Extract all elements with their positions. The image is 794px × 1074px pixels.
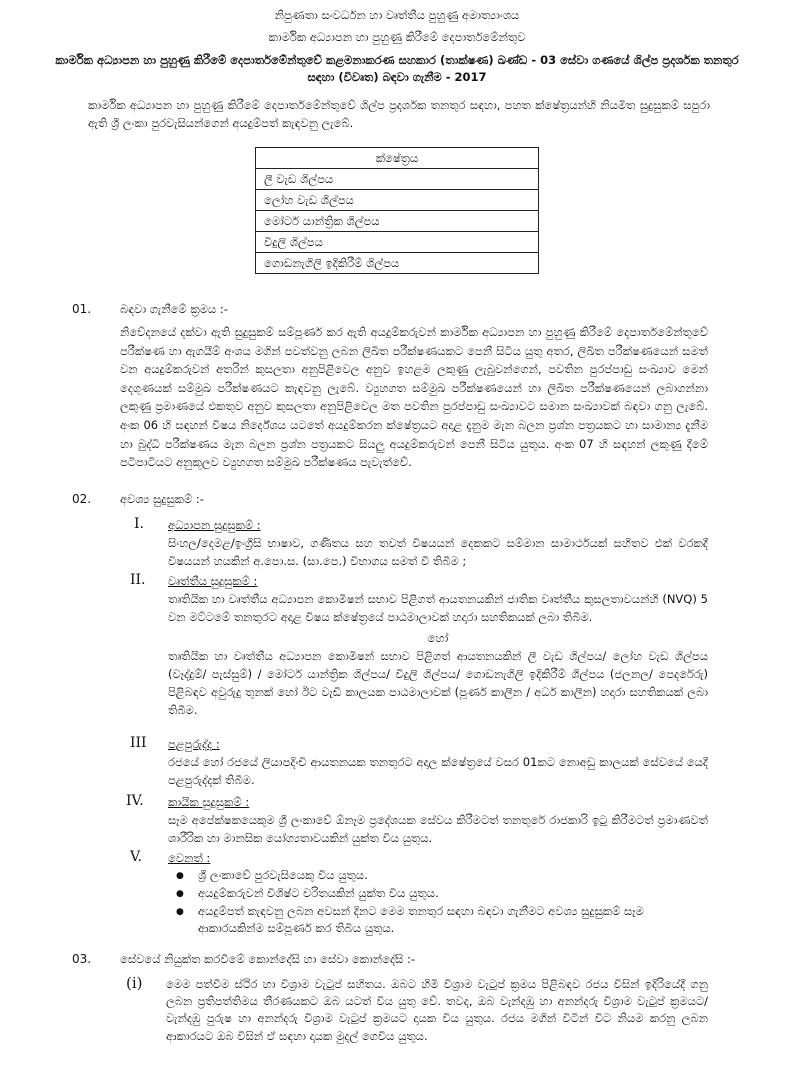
fields-table-row: ලෝහ වැඩ ශිල්පය [256,190,539,211]
subsection-title: වෙනත් : [168,851,211,865]
section-heading: අවශ්‍ය සුදුසුකම් :- [120,492,204,506]
department-heading: කාර්මික අධ්‍යාපන හා පුහුණු කිරීමේ දෙපාර්තමේන්තුව [268,30,526,44]
subsection-text: රජයේ හෝ රජයේ ලියාපදිංචි ආයතනයක තනතුරට අදාල ක්ෂේත්‍රයේ වසර 01කට නොඅඩු කාලයක් සේවයේ යෙදී පළපුරුද්දක් තිබීම. [168,755,708,787]
intro-paragraph: කාර්මික අධ්‍යාපන හා පුහුණු කිරීමේ දෙපාර්තමේන්තුවේ ශිල්ප ප්‍රදර්ශක තනතුර සඳහා, පහත ක්ෂේත්‍රයන්හි නියමිත සුදුසුකම් සපුරා ඇති ශ්‍රී ලංකා පුරවැසියන්ගෙන් අයදුම්පත් කැඳවනු ලැබේ. [88,98,710,130]
subsection-text: මෙම පත්වීම ස්ථිර හා විශ්‍රාම වැටුප් සහිතය. ඔබට හිමි විශ්‍රාම වැටුප් ක්‍රමය පිළිබඳව රජය විසින් ඉදිරියේදී ගනු ලබන ප්‍රතිපත්තිමය තීරණයකට ඔබ යටත් විය යුතු වේ. තවද, ඔබ වැන්දඹු හා අනන්දරු විශ්‍රාම වැටුප් ක්‍රමයට/ වැන්දඹු පුරුෂ හා අනන්දරු විශ්‍රාම වැටුප් ක්‍රමයට දායක විය යුතුය. රජය මගින් විටින් විට නියම කරනු ලබන ආකාරයට ඔබ විසින් ඒ සඳහා දායක මුදල් ගෙවිය යුතුය. [166,977,708,1043]
subsection-title: කායික සුදුසුකම් : [168,795,250,809]
subsection-title: අධ්‍යාපන සුදුසුකම් : [168,518,261,532]
roman-numeral: I. [134,516,144,532]
roman-numeral: III [130,735,147,751]
section-number: 03. [72,952,92,966]
section-number: 02. [72,492,92,506]
or-separator: හෝ [427,631,449,645]
item-label: (i) [126,974,143,992]
notice-title: කාර්මික අධ්‍යාපන හා පුහුණු කිරීමේ දෙපාර්තමේන්තුවේ කළමනාකරණ සහකාර (තාක්ෂණ) ඛණ්ඩ - 03 සේවා ගණයේ ශිල්ප ප්‍රදර්ශක තනතුර සඳහා (විවෘත) බඳවා ගැනීම - 2017 [55,53,739,84]
list-item: ● අයදුම්පත් කැඳවනු ලබන අවසන් දිනට මෙම තනතුර සඳහා බඳවා ගැනීමට අවශ්‍ය සුදුසුකම් සෑම ආකාරයකින්ම සම්පූර්ණ කර තිබිය යුතුය. [198,903,708,937]
fields-table-row: මෝටර් යාන්ත්‍රික ශිල්පය [256,211,539,232]
roman-numeral: II. [130,572,146,588]
list-item: ● අයදුම්කරුවන් විශිෂ්ට චරිතයකින් යුක්ත විය යුතුය. [198,885,708,902]
roman-numeral: V. [130,849,143,865]
section-number: 01. [72,302,92,316]
subsection-title: වෘත්තීය සුදුසුකම් : [168,574,258,588]
fields-table-header: ක්ෂේත්‍රය [256,148,539,169]
fields-table-row: ලී වැඩ ශිල්පය [256,169,539,190]
section-body: නිවේදනයේ දක්වා ඇති සුදුසුකම් සම්පූර්ණ කර ඇති අයදුම්කරුවන් කාර්මික අධ්‍යාපන හා පුහුණු කිරීමේ දෙපාර්තමේන්තුවේ පරීක්ෂණ හා ඇගයීම් අංශය මගින් පවත්වනු ලබන ලිඛිත පරීක්ෂණයකට පෙනී සිටිය යුතු අතර, ලිඛිත පරීක්ෂණයෙන් සමත් වන අයදුම්කරුවන් අතරින් කුසලතා අනුපිළිවෙල අනුව ඉහළම ලකුණු ලැබුවන්ගෙන්, පවතින පුරප්පාඩු සංඛ්‍යාව මෙන් දෙගුණයක් සම්මුඛ පරීක්ෂණයට කැඳවනු ලැබේ. ව්‍යුහගත සම්මුඛ පරීක්ෂණයෙන් හා ලිඛිත පරීක්ෂණයෙන් ලබාගන්නා ලකුණු ප්‍රමාණයේ එකතුව අනුව කුසලතා අනුපිළිවෙල මත පවතින පුරප්පාඩු සංඛ්‍යාවට සමාන සංඛ්‍යාවක් බඳවා ගනු ලැබේ. අංක 06 හි සඳහන් විෂය නිර්දේශය යටතේ අයදුම්කරන ක්ෂේත්‍රයට අදාළ දැනුම මැන බලන ප්‍රශ්න පත්‍රයකට හා සාමාන්‍ය දැනීම හා බුද්ධි පරීක්ෂණය මැන බලන ප්‍රශ්න පත්‍රයකට සියලු අයදුම්කරුවන් පෙනී සිටිය යුතුය. අංක 07 හි සඳහන් ලකුණු දීමේ පටිපාටියට අනුකූලව ව්‍යුහගත සම්මුඛ පරීක්ෂණය පැවැත්වේ. [120,325,708,470]
fields-table-row: ගොඩනැගිලි ඉදිකිරීම් ශිල්පය [256,253,539,274]
roman-numeral: IV. [126,793,144,809]
subsection-text: තෘතියික හා වෘත්තීය අධ්‍යාපන කොමිෂන් සභාව පිළිගත් ආයතනයකින් ලී වැඩ ශිල්පය/ ලෝහ වැඩ ශිල්පය (වෑද්දුම්/ පැස්සුම්) / මෝටර් යාන්ත්‍රික ශිල්පය/ විදුලි ශිල්පය/ ගොඩනැගිලි ඉදිකිරීම් ශිල්පය (ජලනල/ පෙදරේරු) පිළිබඳව අවුරුදු තුනක් හෝ ඊට වැඩි කාලයක පාඨමාලාවක් (පූර්ණ කාලීන / අර්ධ කාලීන) හදාරා සහතිකයක් ලබා තිබීම. [168,649,708,717]
fields-table-row: විදුලි ශිල්පය [256,232,539,253]
subsection-title: පළපුරුද්ද : [168,737,220,751]
section-heading: සේවයේ නියුක්ත කරවීමේ කොන්දේසි හා සේවා කොන්දේසි :- [120,952,415,966]
list-item: ● ශ්‍රී ලංකාවේ පුරවැසියෙකු විය යුතුය. [198,867,708,884]
subsection-text: සෑම අපේක්ෂකයෙකුම ශ්‍රී ලංකාවේ ඕනෑම ප්‍රදේශයක සේවය කිරීමටත් තනතුරේ රාජකාරි ඉටු කිරීමටත් ප්‍රමාණවත් ශාරීරික හා මානසික යෝග්‍යතාවයකින් යුක්ත විය යුතුය. [168,813,708,845]
ministry-heading: නිපුණතා සංවර්ධන හා වෘත්තීය පුහුණු අමාත්‍යාංශය [274,8,520,22]
subsection-text: තෘතියික හා වෘත්තීය අධ්‍යාපන කොමිෂන් සභාව පිළිගත් ආයතනයකින් ජාතික වෘත්තීය කුසලතාවයන්හි (NVQ) 5 වන මට්ටමේ තනතුරට අදාළ විෂය ක්ෂේත්‍රයේ පාඨමාලාවක් හදාරා සහතිකයක් ලබා තිබීම. [168,592,708,624]
fields-table [255,147,539,274]
subsection-text: සිංහල/දෙමළ/ඉංග්‍රීසි භාෂාව, ගණිතය සහ තවත් විෂයයන් දෙකකට සම්මාන සාමාර්ථයක් සහිතව එක් වරකදී විෂයයන් හයකින් අ.පො.ස. (සා.පෙ.) විභාගය සමත් වී තිබීම ; [168,536,708,568]
section-heading: බඳවා ගැනීමේ ක්‍රමය :- [120,302,228,316]
